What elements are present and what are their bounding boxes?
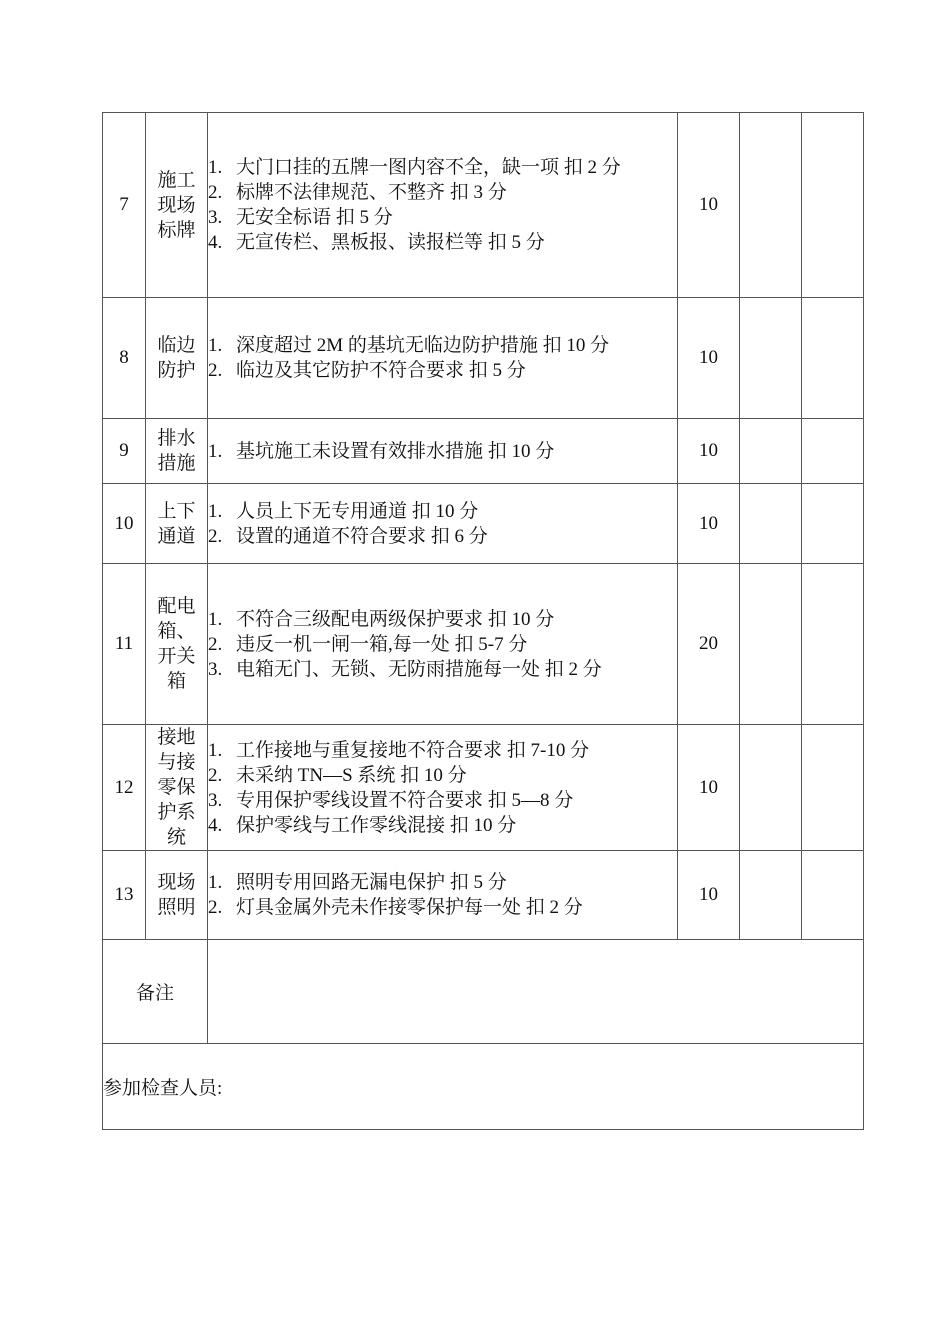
criteria-list [208, 439, 677, 464]
criteria-item [208, 813, 677, 838]
criteria-text: 无安全标语 扣 5 分 [236, 207, 393, 228]
remarks-value [208, 940, 864, 1044]
criteria-number: 1. [208, 157, 223, 178]
row-number: 12 [103, 725, 146, 851]
deduction-cell [740, 484, 802, 564]
criteria-text: 深度超过 2M 的基坑无临边防护措施 扣 10 分 [236, 335, 610, 356]
category-cell [146, 564, 208, 725]
category-cell [146, 725, 208, 851]
staff-row [103, 1044, 864, 1130]
category-cell [146, 484, 208, 564]
table-row [103, 725, 864, 851]
category-cell [146, 419, 208, 484]
deduction-cell [740, 851, 802, 940]
criteria-item [208, 657, 677, 682]
criteria-text: 电箱无门、无锁、无防雨措施每一处 扣 2 分 [236, 658, 602, 680]
staff-label: 参加检查人员: [103, 1044, 864, 1130]
footer-rows [103, 940, 864, 1130]
criteria-item [208, 738, 677, 763]
actual-score-cell [802, 725, 864, 851]
score-cell: 10 [678, 419, 740, 484]
criteria-cell [208, 484, 678, 564]
criteria-cell [208, 725, 678, 851]
table-row [103, 298, 864, 419]
deduction-cell [740, 113, 802, 298]
score-cell: 10 [678, 113, 740, 298]
category-label: 接地与接零保护系统 [157, 727, 196, 848]
actual-score-cell [802, 851, 864, 940]
criteria-number: 1. [208, 440, 223, 462]
row-number: 8 [103, 298, 146, 419]
criteria-list [208, 155, 677, 255]
score-cell: 10 [678, 484, 740, 564]
criteria-cell [208, 564, 678, 725]
criteria-number: 4. [208, 232, 223, 253]
criteria-item [208, 358, 677, 383]
criteria-cell [208, 113, 678, 298]
criteria-number: 2. [208, 633, 223, 655]
criteria-number: 2. [208, 360, 223, 381]
criteria-number: 2. [208, 182, 223, 203]
row-number: 13 [103, 851, 146, 940]
criteria-number: 4. [208, 814, 223, 836]
table-row [103, 419, 864, 484]
actual-score-cell [802, 419, 864, 484]
criteria-number: 3. [208, 207, 223, 228]
criteria-list [208, 607, 677, 682]
criteria-item [208, 632, 677, 657]
criteria-number: 2. [208, 897, 223, 918]
category-label: 排水措施 [157, 428, 196, 474]
category-cell [146, 298, 208, 419]
remarks-row [103, 940, 864, 1044]
criteria-cell [208, 298, 678, 419]
criteria-text: 保护零线与工作零线混接 扣 10 分 [236, 814, 517, 836]
criteria-text: 灯具金属外壳未作接零保护每一处 扣 2 分 [236, 897, 583, 918]
criteria-item [208, 205, 677, 230]
criteria-number: 1. [208, 335, 223, 356]
category-label: 现场照明 [157, 872, 196, 918]
deduction-cell [740, 725, 802, 851]
score-cell: 10 [678, 725, 740, 851]
deduction-cell [740, 564, 802, 725]
criteria-text: 无宣传栏、黑板报、读报栏等 扣 5 分 [236, 232, 545, 253]
criteria-text: 照明专用回路无漏电保护 扣 5 分 [236, 872, 507, 893]
criteria-text: 不符合三级配电两级保护要求 扣 10 分 [236, 608, 555, 630]
table-row [103, 564, 864, 725]
deduction-cell [740, 419, 802, 484]
criteria-cell [208, 419, 678, 484]
table-row [103, 484, 864, 564]
remarks-label: 备注 [103, 940, 208, 1044]
criteria-cell [208, 851, 678, 940]
criteria-item [208, 524, 677, 549]
criteria-item [208, 895, 677, 920]
criteria-item [208, 870, 677, 895]
criteria-item [208, 439, 677, 464]
criteria-number: 2. [208, 764, 223, 786]
category-label: 施工现场标牌 [157, 169, 196, 241]
criteria-item [208, 155, 677, 180]
category-cell [146, 113, 208, 298]
criteria-text: 未采纳 TN—S 系统 扣 10 分 [236, 764, 467, 786]
row-number: 11 [103, 564, 146, 725]
inspection-rows [103, 113, 864, 940]
table-row [103, 851, 864, 940]
actual-score-cell [802, 298, 864, 419]
score-cell: 10 [678, 298, 740, 419]
criteria-item [208, 180, 677, 205]
criteria-text: 工作接地与重复接地不符合要求 扣 7-10 分 [236, 739, 590, 761]
criteria-number: 3. [208, 658, 223, 680]
criteria-list [208, 870, 677, 920]
criteria-number: 1. [208, 739, 223, 761]
criteria-item [208, 763, 677, 788]
category-label: 上下通道 [157, 500, 196, 547]
score-cell: 10 [678, 851, 740, 940]
deduction-cell [740, 298, 802, 419]
criteria-text: 设置的通道不符合要求 扣 6 分 [236, 525, 488, 547]
criteria-list [208, 499, 677, 549]
criteria-item [208, 499, 677, 524]
row-number: 7 [103, 113, 146, 298]
criteria-text: 大门口挂的五牌一图内容不全，缺一项 扣 2 分 [236, 157, 621, 178]
criteria-item [208, 607, 677, 632]
actual-score-cell [802, 564, 864, 725]
criteria-number: 2. [208, 525, 223, 547]
criteria-text: 临边及其它防护不符合要求 扣 5 分 [236, 360, 526, 381]
criteria-item [208, 788, 677, 813]
criteria-list [208, 738, 677, 838]
table-row [103, 113, 864, 298]
category-label: 临边防护 [157, 335, 196, 381]
category-cell [146, 851, 208, 940]
row-number: 10 [103, 484, 146, 564]
score-cell: 20 [678, 564, 740, 725]
actual-score-cell [802, 484, 864, 564]
inspection-table [102, 112, 864, 1130]
criteria-item [208, 333, 677, 358]
criteria-text: 专用保护零线设置不符合要求 扣 5—8 分 [236, 789, 574, 811]
criteria-number: 1. [208, 608, 223, 630]
category-label: 配电箱、开关箱 [157, 596, 196, 692]
criteria-text: 人员上下无专用通道 扣 10 分 [236, 500, 479, 522]
row-number: 9 [103, 419, 146, 484]
criteria-number: 1. [208, 500, 223, 522]
criteria-item [208, 230, 677, 255]
criteria-text: 基坑施工未设置有效排水措施 扣 10 分 [236, 440, 555, 462]
criteria-text: 违反一机一闸一箱,每一处 扣 5-7 分 [236, 633, 528, 655]
criteria-number: 3. [208, 789, 223, 811]
criteria-list [208, 333, 677, 383]
criteria-text: 标牌不法律规范、不整齐 扣 3 分 [236, 182, 507, 203]
criteria-number: 1. [208, 872, 223, 893]
actual-score-cell [802, 113, 864, 298]
